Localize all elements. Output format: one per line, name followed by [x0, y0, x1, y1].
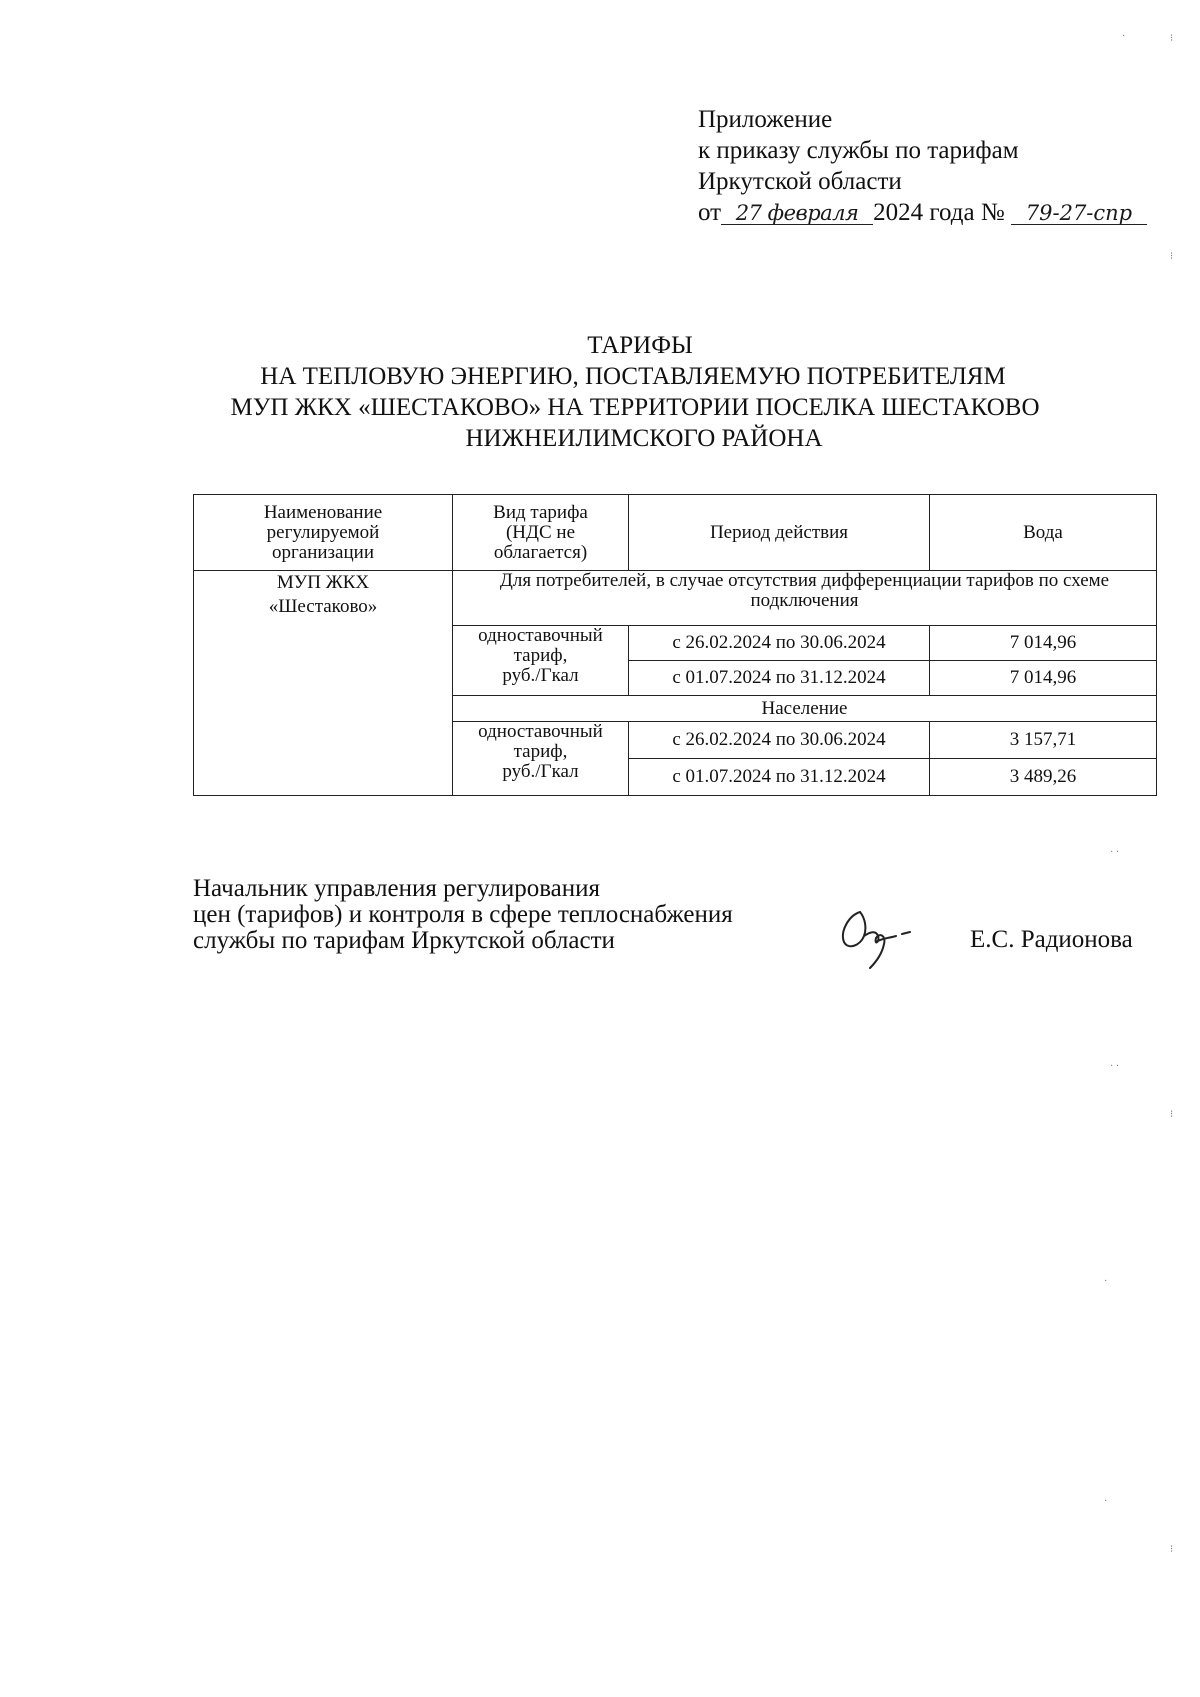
title-line-1: ТАРИФЫ: [587, 332, 693, 359]
scan-speck: ⁝: [1170, 251, 1174, 262]
signature-line-2: цен (тарифов) и контроля в сфере теплоснабжения: [193, 901, 733, 928]
handwritten-date: 27 февраля: [721, 202, 873, 225]
header-tariff-kind: Вид тарифа (НДС не облагается): [453, 495, 629, 571]
period-cell: с 26.02.2024 по 30.06.2024: [629, 722, 930, 759]
appendix-date-line: [698, 197, 1147, 228]
scan-speck: · ·: [1110, 847, 1120, 858]
period-cell: с 01.07.2024 по 31.12.2024: [629, 661, 930, 696]
signer-name: Е.С. Радионова: [970, 926, 1133, 953]
period-cell: с 26.02.2024 по 30.06.2024: [629, 626, 930, 661]
scan-speck: · ·: [1110, 1061, 1120, 1072]
water-value-cell: 3 157,71: [930, 722, 1157, 759]
header-org: Наименование регулируемой организации: [194, 495, 453, 571]
appendix-line-3: Иркутской области: [698, 168, 902, 195]
handwritten-signature: [830, 902, 920, 972]
group-title-population: Население: [453, 696, 1157, 722]
period-cell: с 01.07.2024 по 31.12.2024: [629, 759, 930, 796]
title-line-3: МУП ЖКХ «ШЕСТАКОВО» НА ТЕРРИТОРИИ ПОСЕЛКА ШЕСТАКОВО: [230, 394, 1040, 421]
header-water: Вода: [930, 495, 1157, 571]
group-title-consumers: Для потребителей, в случае отсутствия дифференциации тарифов по схеме подключения: [453, 571, 1157, 626]
title-line-4: НИЖНЕИЛИМСКОГО РАЙОНА: [465, 425, 823, 452]
table-row: [194, 571, 1157, 626]
handwritten-order-number: 79-27-спр: [1011, 202, 1147, 225]
scan-speck: ·: [1104, 1496, 1108, 1507]
scan-speck: ⁝: [1170, 1544, 1174, 1555]
scan-speck: ⁝: [1170, 1109, 1174, 1120]
title-line-2: НА ТЕПЛОВУЮ ЭНЕРГИЮ, ПОСТАВЛЯЕМУЮ ПОТРЕБИТЕЛЯМ: [260, 363, 1006, 390]
signature-line-1: Начальник управления регулирования: [193, 875, 601, 902]
signature-line-3: службы по тарифам Иркутской области: [193, 927, 615, 954]
header-period: Период действия: [629, 495, 930, 571]
water-value-cell: 3 489,26: [930, 759, 1157, 796]
water-value-cell: 7 014,96: [930, 626, 1157, 661]
date-suffix: 2024 года №: [873, 199, 1005, 226]
date-prefix: от: [698, 199, 722, 226]
scan-speck: ⁝: [1170, 33, 1174, 44]
signature-block: [193, 876, 733, 954]
water-value-cell: 7 014,96: [930, 661, 1157, 696]
scan-speck: ·: [1122, 31, 1126, 42]
appendix-line-2: к приказу службы по тарифам: [698, 137, 1019, 164]
scan-speck: ·: [1104, 1276, 1108, 1287]
org-name-cell: МУП ЖКХ «Шестаково»: [194, 571, 453, 796]
document-title: [0, 330, 1200, 454]
table-header-row: [194, 495, 1157, 571]
appendix-header: [698, 104, 1147, 228]
tariff-table: [193, 494, 1157, 796]
tariff-kind-cell: одноставочный тариф, руб./Гкал: [453, 626, 629, 696]
tariff-kind-cell: одноставочный тариф, руб./Гкал: [453, 722, 629, 796]
appendix-line-1: Приложение: [698, 106, 833, 133]
